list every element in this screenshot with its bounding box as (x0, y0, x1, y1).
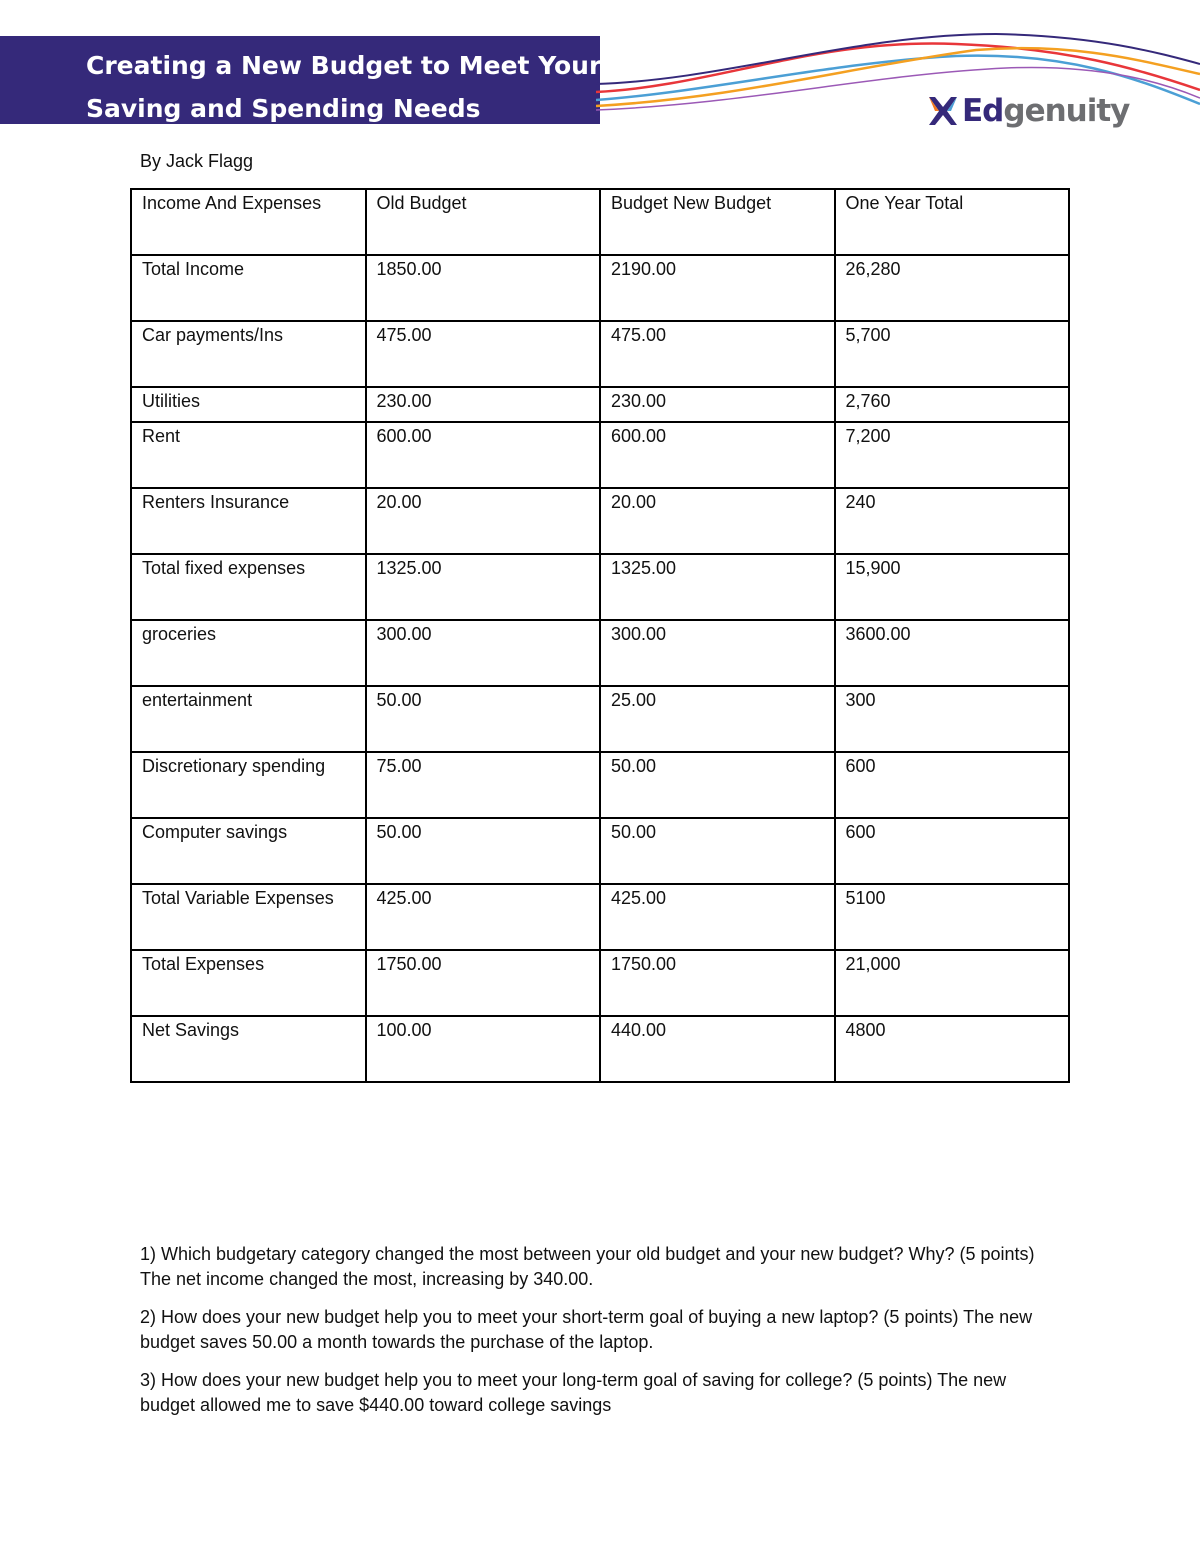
table-cell: 300.00 (366, 620, 601, 686)
table-cell: 425.00 (600, 884, 835, 950)
table-row (131, 321, 1069, 387)
table-cell: 475.00 (600, 321, 835, 387)
table-cell: 600.00 (600, 422, 835, 488)
table-row (131, 255, 1069, 321)
table-cell: 2190.00 (600, 255, 835, 321)
table-cell: 25.00 (600, 686, 835, 752)
table-row (131, 884, 1069, 950)
table-cell: groceries (131, 620, 366, 686)
x-swoosh-logo-icon (926, 94, 960, 128)
table-cell: 50.00 (366, 818, 601, 884)
table-cell: 600 (835, 818, 1070, 884)
table-cell: 425.00 (366, 884, 601, 950)
table-row (131, 686, 1069, 752)
table-cell: Total Income (131, 255, 366, 321)
table-cell: 50.00 (366, 686, 601, 752)
table-cell: 300 (835, 686, 1070, 752)
table-cell: Net Savings (131, 1016, 366, 1082)
table-cell: 600 (835, 752, 1070, 818)
table-cell: 75.00 (366, 752, 601, 818)
table-cell: 1850.00 (366, 255, 601, 321)
table-cell: entertainment (131, 686, 366, 752)
table-row (131, 554, 1069, 620)
table-row (131, 752, 1069, 818)
table-cell: 1325.00 (600, 554, 835, 620)
table-cell: 4800 (835, 1016, 1070, 1082)
table-cell: 5,700 (835, 321, 1070, 387)
table-cell: 15,900 (835, 554, 1070, 620)
table-cell: 20.00 (600, 488, 835, 554)
table-row (131, 818, 1069, 884)
table-cell: Rent (131, 422, 366, 488)
table-header-cell: Old Budget (366, 189, 601, 255)
table-cell: 240 (835, 488, 1070, 554)
table-row (131, 950, 1069, 1016)
table-cell: Computer savings (131, 818, 366, 884)
table-cell: 2,760 (835, 387, 1070, 422)
table-cell: Utilities (131, 387, 366, 422)
table-cell: Total Variable Expenses (131, 884, 366, 950)
table-cell: 50.00 (600, 752, 835, 818)
table-cell: 300.00 (600, 620, 835, 686)
table-cell: Total fixed expenses (131, 554, 366, 620)
table-row (131, 422, 1069, 488)
table-cell: 600.00 (366, 422, 601, 488)
table-header-cell: Income And Expenses (131, 189, 366, 255)
table-header-row (131, 189, 1069, 255)
table-cell: 440.00 (600, 1016, 835, 1082)
question-3: 3) How does your new budget help you to meet your long-term goal of saving for college? (5 points) The new budget allowed me to save $440.00 toward college savings (140, 1370, 1007, 1415)
table-cell: 475.00 (366, 321, 601, 387)
title-line-1: Creating a New Budget to Meet Your (86, 51, 602, 80)
table-cell: 100.00 (366, 1016, 601, 1082)
table-cell: Total Expenses (131, 950, 366, 1016)
table-cell: 20.00 (366, 488, 601, 554)
table-cell: 230.00 (600, 387, 835, 422)
table-cell: 1750.00 (366, 950, 601, 1016)
title-banner (0, 36, 600, 124)
logo-text-ed: Ed (962, 93, 1004, 129)
table-cell: 7,200 (835, 422, 1070, 488)
logo-text (962, 90, 1129, 132)
question-1: 1) Which budgetary category changed the most between your old budget and your new budget? Why? (5 points) The net income changed the most, increasing by 340.00. (140, 1244, 1035, 1289)
table-header-cell: Budget New Budget (600, 189, 835, 255)
table-cell: Discretionary spending (131, 752, 366, 818)
table-row (131, 620, 1069, 686)
edgenuity-logo (926, 90, 1129, 132)
question-answers (140, 1242, 1060, 1431)
table-cell: 3600.00 (835, 620, 1070, 686)
table-cell: 21,000 (835, 950, 1070, 1016)
table-row (131, 387, 1069, 422)
budget-table (130, 188, 1070, 1083)
table-cell: 1750.00 (600, 950, 835, 1016)
table-row (131, 488, 1069, 554)
table-cell: 26,280 (835, 255, 1070, 321)
logo-text-rest: genuity (1003, 93, 1130, 129)
table-cell: 5100 (835, 884, 1070, 950)
author-line: By Jack Flagg (140, 151, 254, 171)
table-row (131, 1016, 1069, 1082)
table-cell: 50.00 (600, 818, 835, 884)
table-cell: 1325.00 (366, 554, 601, 620)
title-line-2: Saving and Spending Needs (86, 94, 481, 123)
table-cell: Car payments/Ins (131, 321, 366, 387)
table-cell: Renters Insurance (131, 488, 366, 554)
table-cell: 230.00 (366, 387, 601, 422)
question-2: 2) How does your new budget help you to meet your short-term goal of buying a new laptop? (5 points) The new budget saves 50.00 a month towards the purchase of the laptop. (140, 1307, 1033, 1352)
table-header-cell: One Year Total (835, 189, 1070, 255)
